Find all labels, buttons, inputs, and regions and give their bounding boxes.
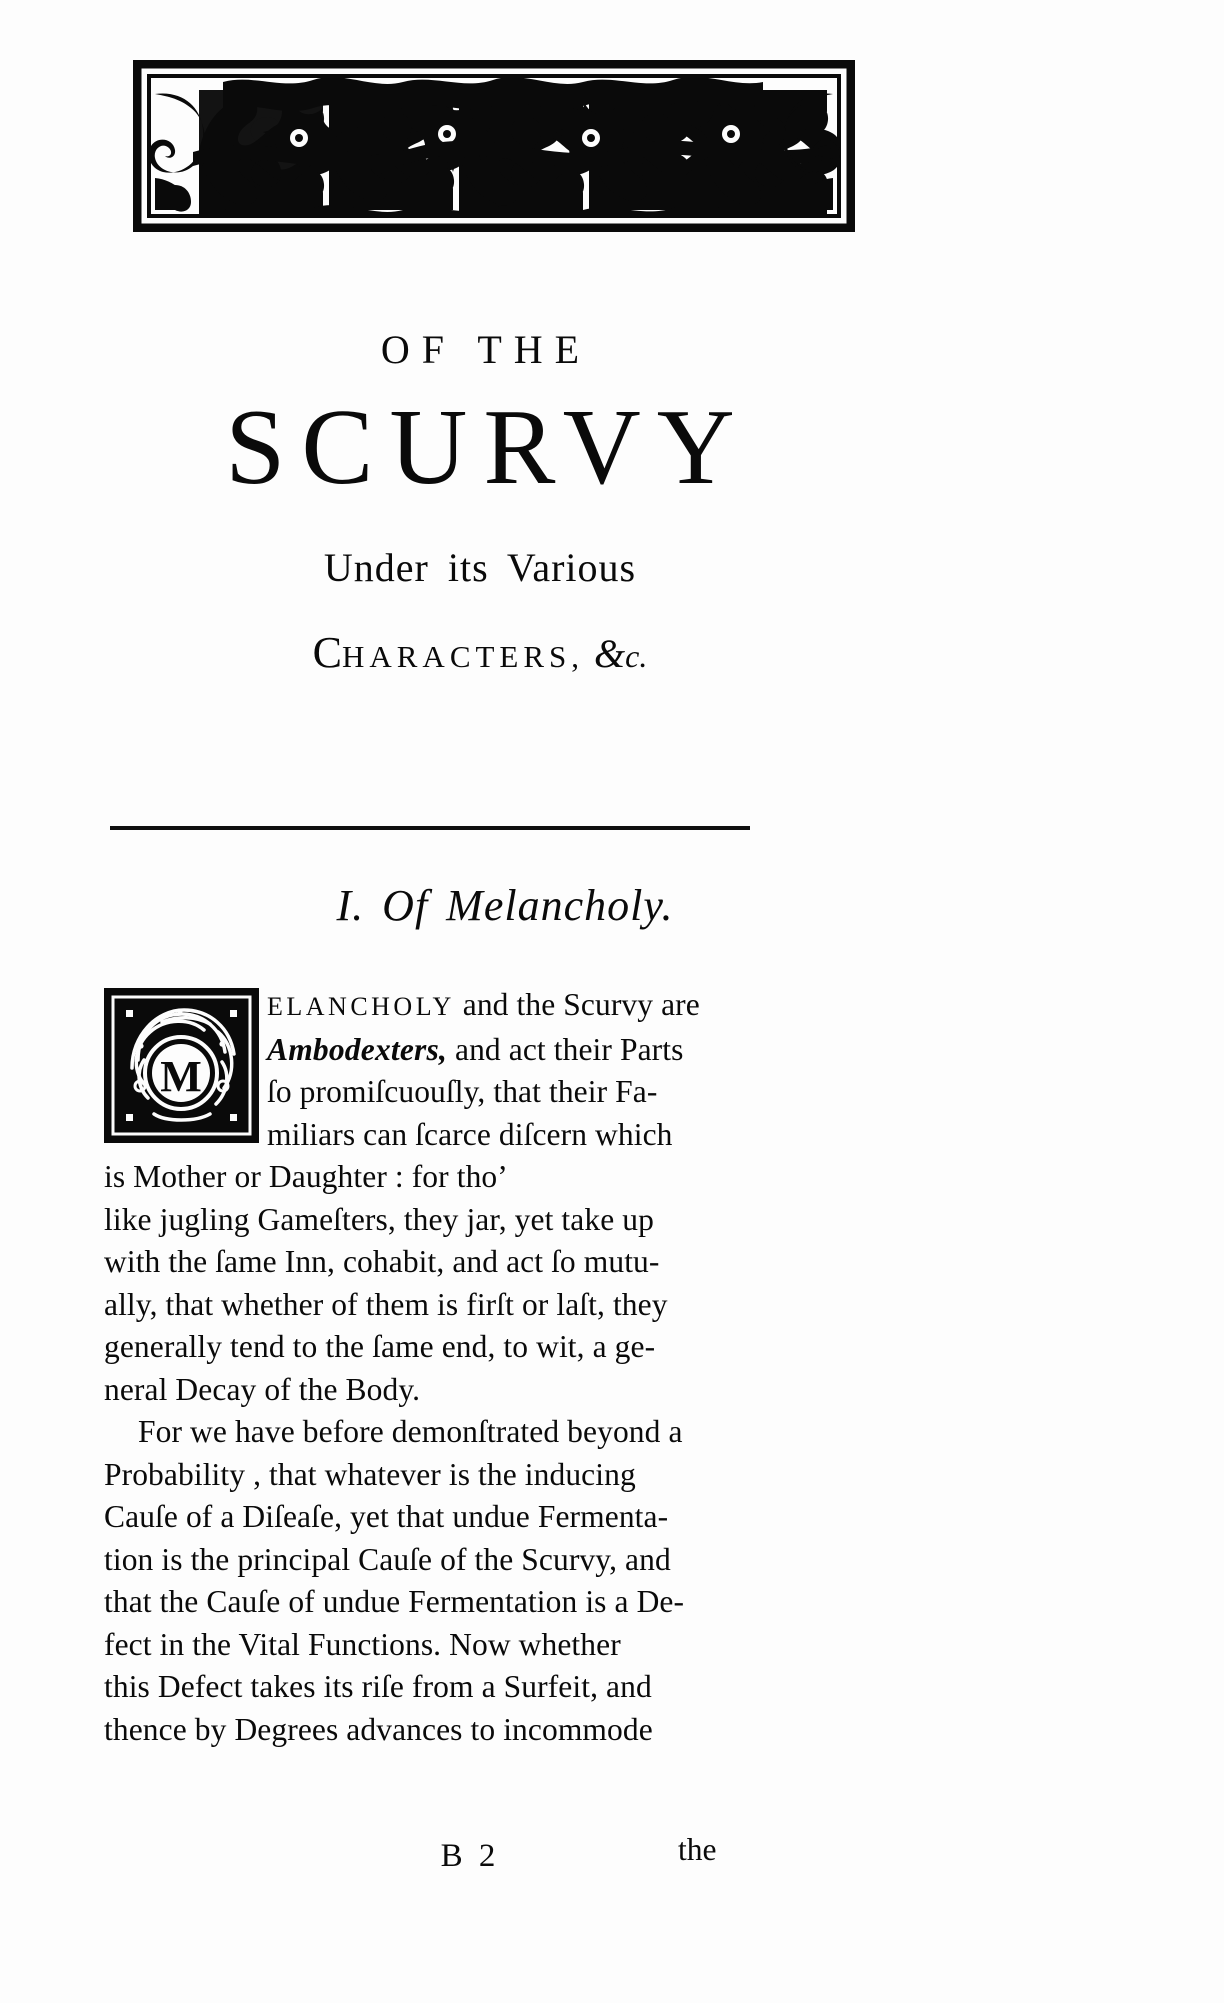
body-line: like jugling Gameſters, they jar, yet take up	[104, 1201, 654, 1237]
body-line-smallcaps: ELANCHOLY	[267, 992, 455, 1021]
decorated-initial-m-icon	[104, 988, 259, 1143]
signature-mark: B 2	[440, 1838, 500, 1874]
body-line: ſo promiſcuouſly, that their Fa-	[267, 1074, 658, 1109]
section-heading: I. Of Melancholy.	[336, 881, 674, 930]
body-line: that the Cauſe of undue Fermentation is a De-	[104, 1584, 685, 1619]
ampersand-glyph: &	[594, 631, 626, 676]
body-line: generally tend to the ſame end, to wit, a ge-	[104, 1329, 656, 1364]
catchword: the	[678, 1832, 717, 1867]
initial-letter-m: M	[160, 1052, 202, 1101]
body-line: Probability , that whatever is the inducing	[104, 1456, 636, 1492]
body-line: this Defect takes its riſe from a Surfeit, and	[104, 1669, 652, 1704]
body-line: For we have before demonſtrated beyond a	[138, 1414, 683, 1449]
body-line-text: and the Scurvy are	[454, 987, 700, 1022]
title-block	[0, 327, 960, 678]
body-line: neral Decay of the Body.	[104, 1371, 421, 1407]
title-of-the: OF THE	[380, 327, 592, 372]
body-line: fect in the Vital Functions. Now whether	[104, 1626, 621, 1662]
body-line: miliars can ſcarce diſcern which	[267, 1116, 673, 1152]
title-chars-rest: HARACTERS,	[341, 639, 585, 674]
title-characters-line	[0, 627, 960, 678]
paragraph-demonstration	[104, 1411, 762, 1751]
body-line: Cauſe of a Diſeaſe, yet that undue Fermenta-	[104, 1499, 669, 1534]
title-chars-initial: C	[312, 628, 342, 677]
body-line: ally, that whether of them is firſt or laſt, they	[104, 1286, 668, 1322]
body-line: tion is the principal Cauſe of the Scurvy, and	[104, 1541, 671, 1577]
body-line: with the ſame Inn, cohabit, and act ſo mutu-	[104, 1244, 660, 1279]
body-line: is Mother or Daughter : for tho’	[104, 1159, 508, 1194]
body-line-text: and act their Parts	[447, 1031, 684, 1067]
title-chars-c: c.	[625, 638, 648, 674]
title-subtitle: Under its Various	[323, 545, 637, 590]
body-line-italic: Ambodexters,	[267, 1031, 448, 1067]
body-text	[104, 984, 762, 1751]
horizontal-rule	[110, 826, 750, 830]
floral-headpiece-ornament	[133, 60, 855, 232]
body-line: thence by Degrees advances to incommode	[104, 1711, 653, 1747]
page-title: SCURVY	[225, 388, 751, 507]
